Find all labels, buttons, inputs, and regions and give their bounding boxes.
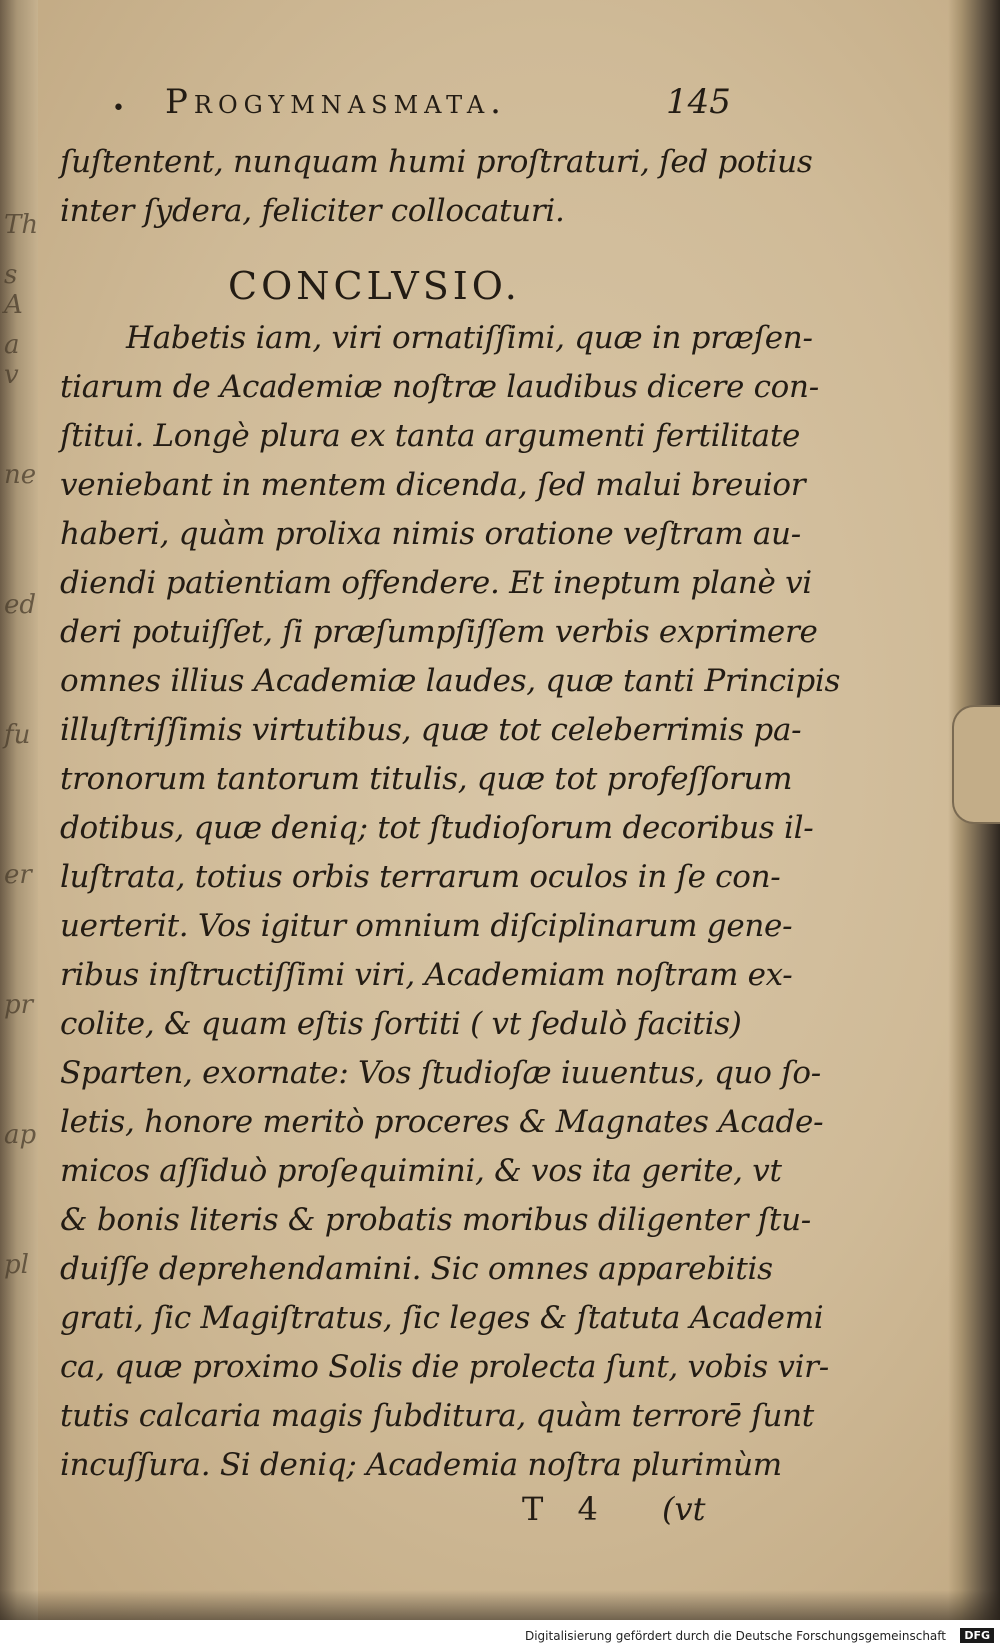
text-line: veniebant in mentem dicenda, ſed malui breuior bbox=[60, 467, 806, 503]
page-tab-shadow bbox=[952, 705, 1000, 824]
text-line: inter ſydera, feliciter collocaturi. bbox=[60, 193, 565, 229]
text-line: ſtitui. Longè plura ex tanta argumenti fertilitate bbox=[60, 418, 801, 454]
digitization-footer bbox=[0, 1620, 1000, 1652]
text-line: Habetis iam, viri ornatiſſimi, quæ in præſen- bbox=[126, 320, 813, 356]
text-line: dotibus, quæ deniq; tot ſtudioſorum decoribus il- bbox=[60, 810, 814, 846]
dfg-logo: DFG bbox=[960, 1628, 994, 1643]
text-line: deri potuiſſet, ſi præſumpſiſſem verbis exprimere bbox=[60, 614, 818, 650]
text-line: & bonis literis & probatis moribus diligenter ſtu- bbox=[60, 1202, 811, 1238]
text-line: luſtrata, totius orbis terrarum oculos in ſe con- bbox=[60, 859, 781, 895]
text-line: uerterit. Vos igitur omnium diſciplinarum gene- bbox=[60, 908, 793, 944]
running-head-title: Progymnasmata. bbox=[165, 82, 507, 122]
catchword: (vt bbox=[662, 1490, 706, 1528]
text-line: micos aſſiduò proſequimini, & vos ita gerite, vt bbox=[60, 1153, 782, 1189]
signature-mark: T 4 bbox=[522, 1490, 610, 1528]
text-line: illuſtriſſimis virtutibus, quæ tot celeberrimis pa- bbox=[60, 712, 802, 748]
text-line: ca, quæ proximo Solis die prolecta ſunt, vobis vir- bbox=[60, 1349, 829, 1385]
facing-page-edge: Th s A a v ne ed fu er pr ap pl bbox=[0, 0, 38, 1620]
body-paragraph bbox=[60, 314, 841, 1490]
text-line: tronorum tantorum titulis, quæ tot profeſſorum bbox=[60, 761, 793, 797]
text-line: omnes illius Academiæ laudes, quæ tanti Principis bbox=[60, 663, 841, 699]
text-line: duiſſe deprehendamini. Sic omnes apparebitis bbox=[60, 1251, 773, 1287]
head-bullet: • bbox=[112, 96, 125, 121]
running-head bbox=[60, 78, 750, 138]
catchword-line bbox=[60, 1490, 750, 1540]
footer-credit: Digitalisierung gefördert durch die Deutsche Forschungsgemeinschaft bbox=[524, 1629, 946, 1643]
section-heading: CONCLVSIO. bbox=[228, 264, 521, 308]
page-bottom-shadow bbox=[0, 1590, 1000, 1620]
intro-paragraph bbox=[60, 138, 813, 236]
text-line: tiarum de Academiæ noſtræ laudibus dicere con- bbox=[60, 369, 819, 405]
page-number: 145 bbox=[666, 82, 731, 122]
text-line: Sparten, exornate: Vos ſtudioſæ iuuentus, quo ſo- bbox=[60, 1055, 821, 1091]
text-line: ribus inſtructiſſimi viri, Academiam noſtram ex- bbox=[60, 957, 793, 993]
text-line: ſuſtentent, nunquam humi proſtraturi, ſed potius bbox=[60, 144, 813, 180]
text-line: incuſſura. Si deniq; Academia noſtra plurimùm bbox=[60, 1447, 782, 1483]
text-line: colite, & quam eſtis ſortiti ( vt ſedulò facitis) bbox=[60, 1006, 742, 1042]
text-line: grati, ſic Magiſtratus, ſic leges & ſtatuta Academi bbox=[60, 1300, 824, 1336]
text-line: letis, honore meritò proceres & Magnates Acade- bbox=[60, 1104, 824, 1140]
text-line: haberi, quàm prolixa nimis oratione veſtram au- bbox=[60, 516, 801, 552]
text-line: diendi patientiam offendere. Et ineptum planè vi bbox=[60, 565, 812, 601]
printed-page bbox=[60, 78, 841, 1540]
text-line: tutis calcaria magis ſubditura, quàm terrorē ſunt bbox=[60, 1398, 814, 1434]
